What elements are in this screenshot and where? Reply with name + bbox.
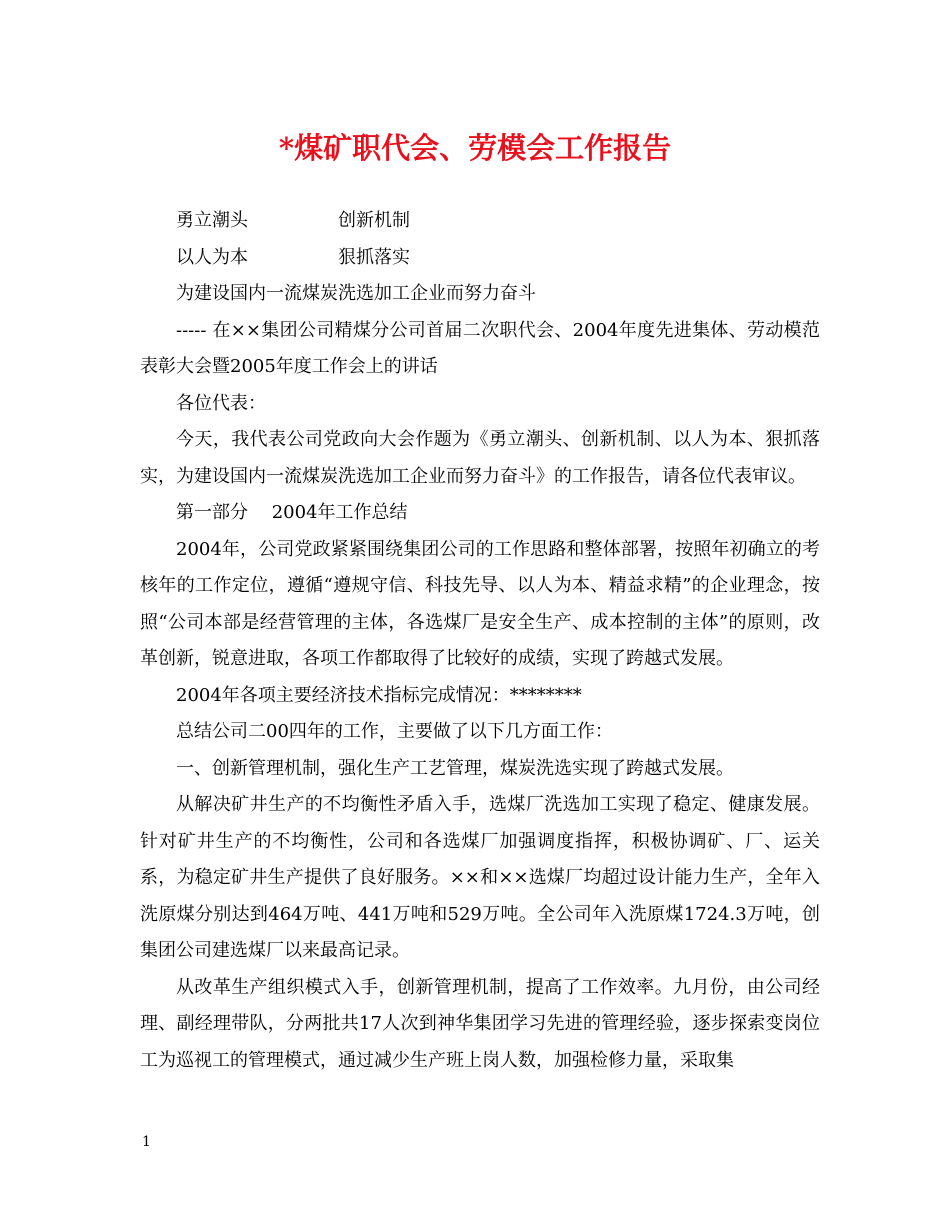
motto-right-2: 狠抓落实: [338, 246, 410, 268]
salutation: 各位代表：: [176, 392, 266, 414]
indicators-line: 2004年各项主要经济技术指标完成情况：********: [176, 684, 582, 706]
motto-right-1: 创新机制: [338, 210, 410, 231]
body-paragraph: 从解决矿井生产的不均衡性矛盾入手，选煤厂洗选加工实现了稳定、健康发展。针对矿井生产的不均衡性，公司和各选煤厂加强调度指挥，积极协调矿、厂、运关系，为稳定矿井生产提供了良好服务。××和××选煤厂均超过设计能力生产，全年入洗原煤分别达到464万吨、441万吨和529万吨。全公司年入洗原煤1724.3万吨，创集团公司建选煤厂以来最高记录。: [140, 794, 820, 961]
speech-occasion: ----- 在××集团公司精煤分公司首届二次职代会、2004年度先进集体、劳动模范表彰大会暨2005年度工作会上的讲话: [140, 319, 820, 377]
point-one-heading: 一、创新管理机制，强化生产工艺管理，煤炭洗选实现了跨越式发展。: [176, 757, 734, 779]
summary-intro-line: 总结公司二00四年的工作，主要做了以下几方面工作：: [176, 721, 613, 742]
intro-paragraph: 今天，我代表公司党政向大会作题为《勇立潮头、创新机制、以人为本、狠抓落实，为建设国内一流煤炭洗选加工企业而努力奋斗》的工作报告，请各位代表审议。: [140, 429, 820, 487]
motto-left-1: 勇立潮头: [176, 210, 248, 231]
motto-left-2: 以人为本: [176, 246, 248, 268]
section-heading: 第一部分 2004年工作总结: [176, 502, 408, 523]
motto-line-1: [140, 203, 820, 240]
page-number: 1: [142, 1134, 151, 1150]
document-body: [140, 203, 820, 1079]
report-subtitle: 为建设国内一流煤炭洗选加工企业而努力奋斗: [176, 283, 536, 304]
summary-paragraph: 2004年，公司党政紧紧围绕集团公司的工作思路和整体部署，按照年初确立的考核年的工作定位，遵循“遵规守信、科技先导、以人为本、精益求精”的企业理念，按照“公司本部是经营管理的主体，各选煤厂是安全生产、成本控制的主体”的原则，改革创新，锐意进取，各项工作都取得了比较好的成绩，实现了跨越式发展。: [140, 538, 820, 669]
motto-line-2: [140, 240, 820, 277]
body-paragraph: 从改革生产组织模式入手，创新管理机制，提高了工作效率。九月份，由公司经理、副经理带队，分两批共17人次到神华集团学习先进的管理经验，逐步探索变岗位工为巡视工的管理模式，通过减少生产班上岗人数，加强检修力量，采取集: [140, 976, 820, 1071]
page-title: *煤矿职代会、劳模会工作报告: [278, 131, 672, 165]
